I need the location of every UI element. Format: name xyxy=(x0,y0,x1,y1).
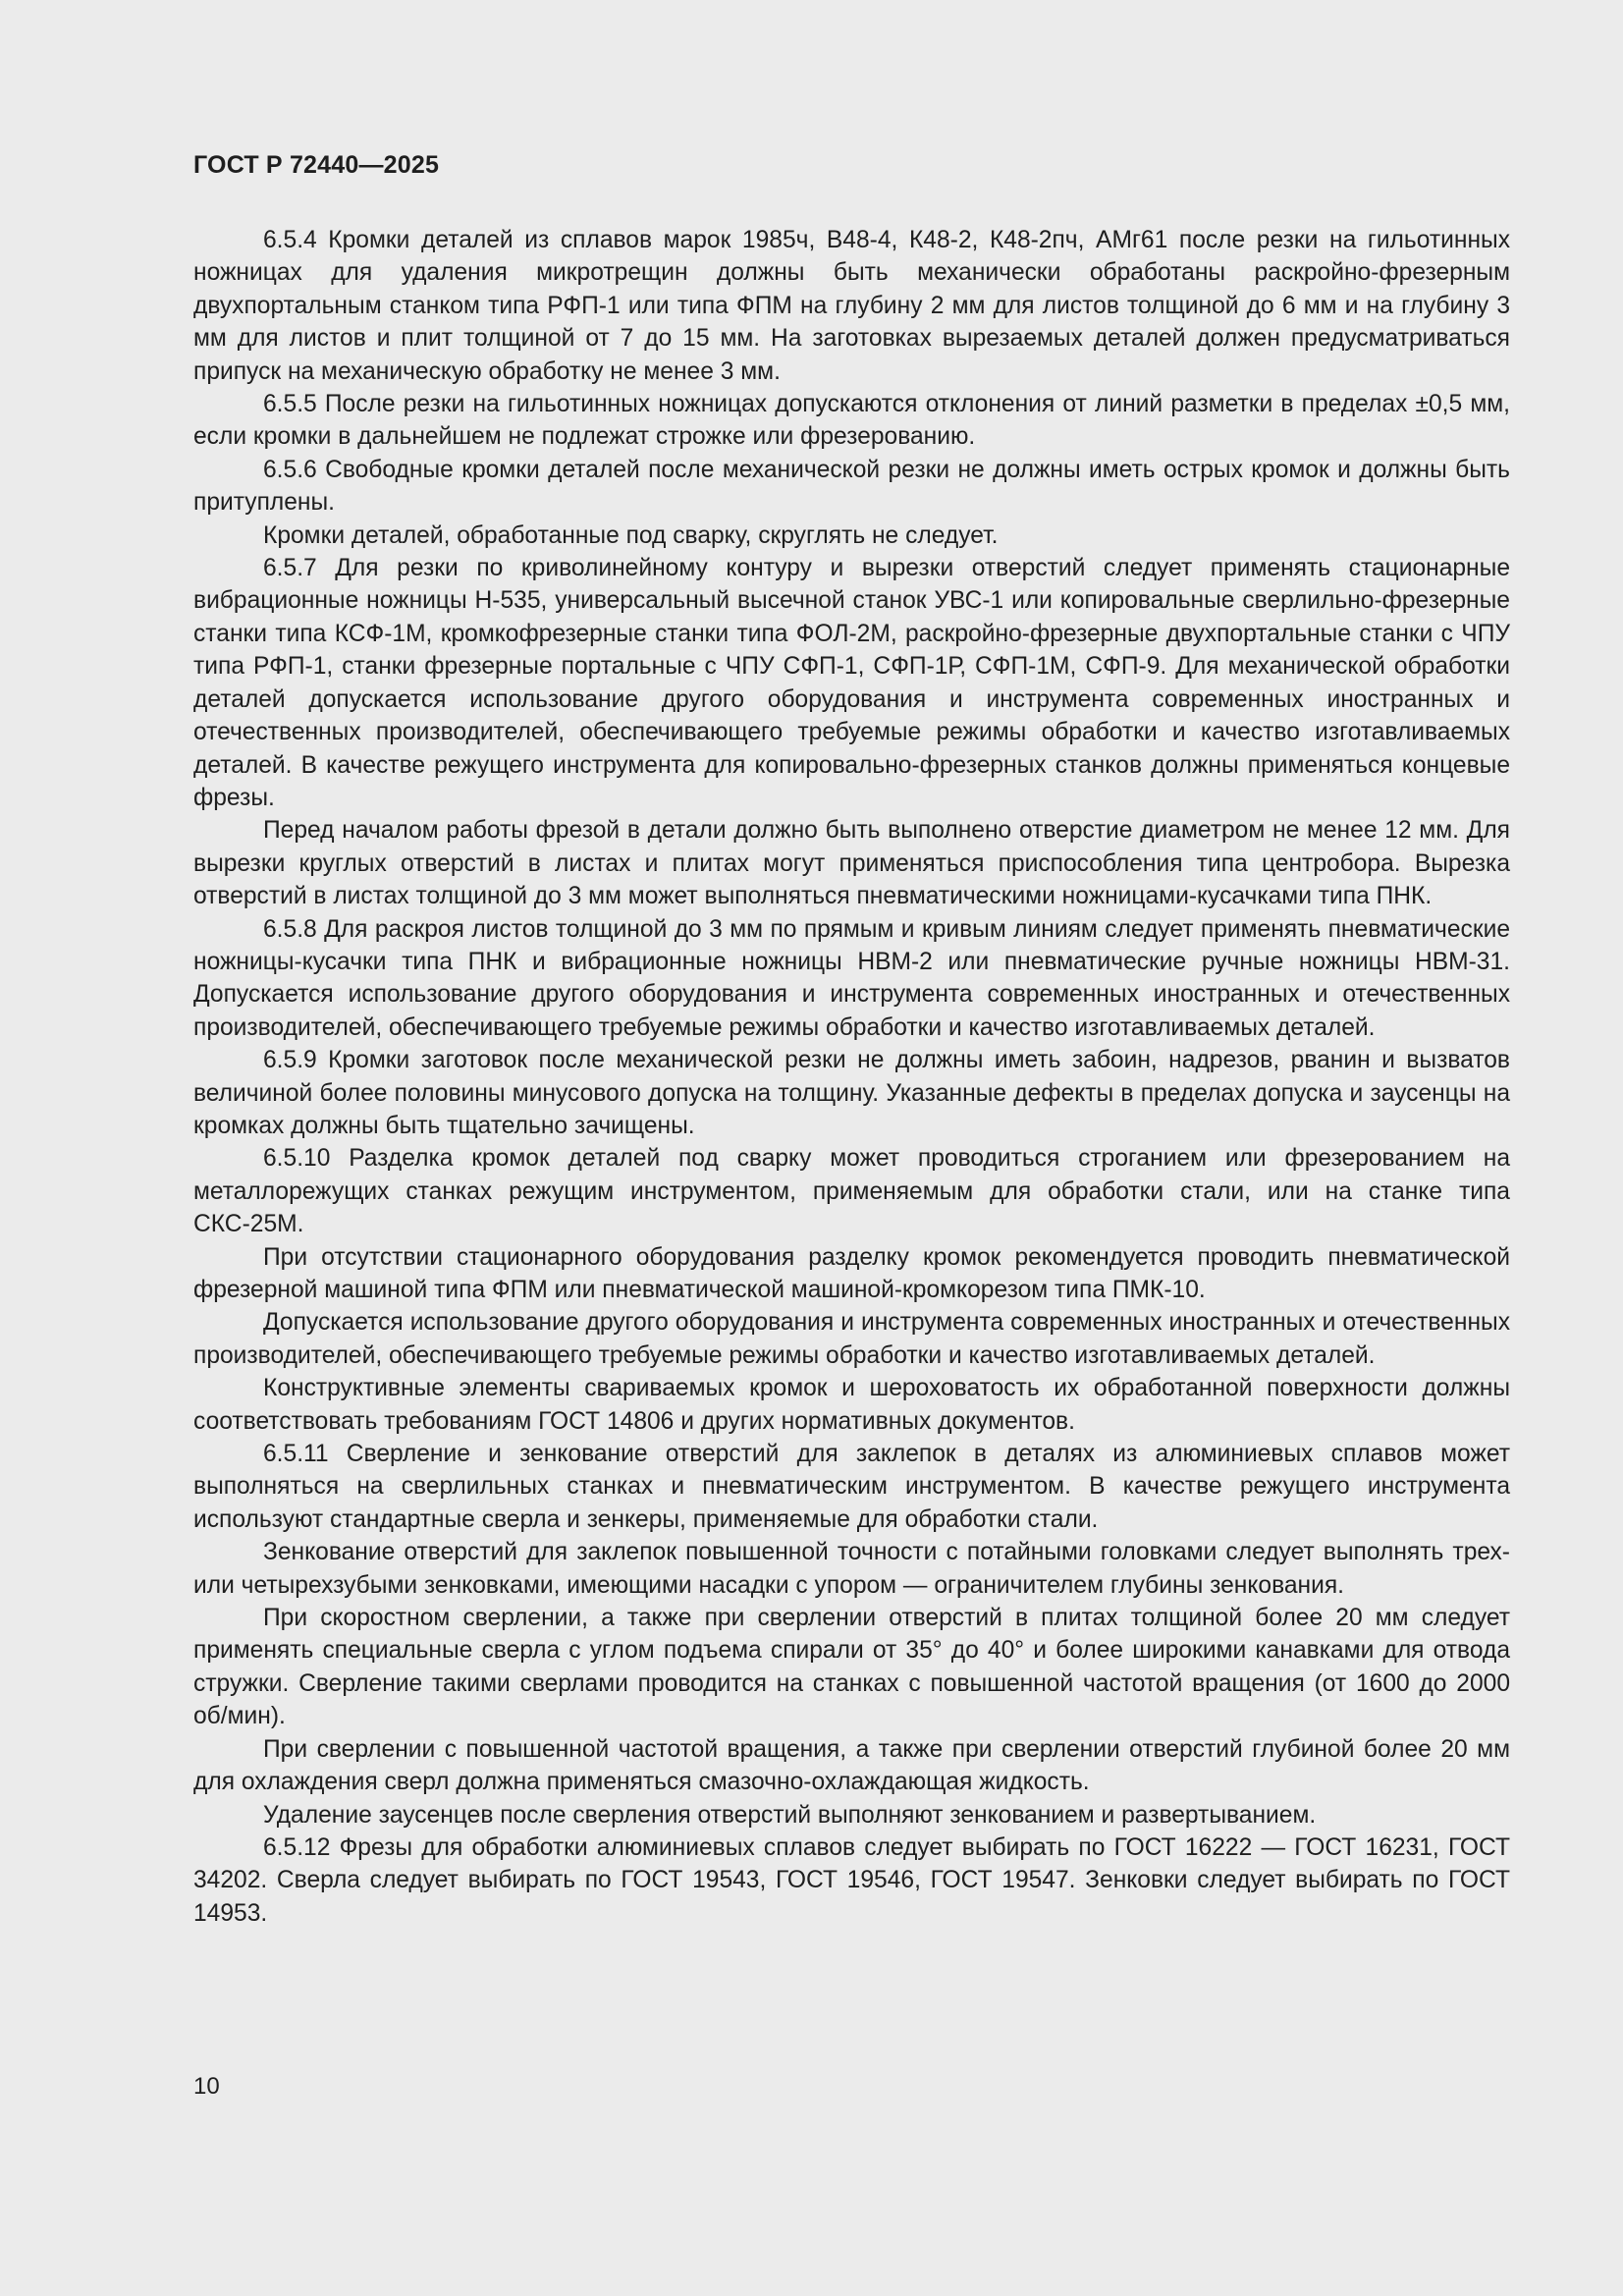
paragraph-6-5-10-pneumatic: При отсутствии стационарного оборудования разделку кромок рекомендуется проводить пневматической фрезерной машиной типа ФПМ или пневматической машиной-кромкорезом типа ПМК-10. xyxy=(193,1243,1510,1303)
paragraph-6-5-5: 6.5.5 После резки на гильотинных ножницах допускаются отклонения от линий разметки в пределах ±0,5 мм, если кромки в дальнейшем не подлежат строжке или фрезерованию. xyxy=(193,391,1510,451)
document-body xyxy=(193,224,1510,1930)
paragraph-6-5-10-elements: Конструктивные элементы свариваемых кромок и шероховатость их обработанной поверхности должны соответствовать требованиям ГОСТ 14806 и других нормативных документов. xyxy=(193,1375,1510,1435)
paragraph-6-5-9: 6.5.9 Кромки заготовок после механической резки не должны иметь забоин, надрезов, рванин и вызватов величиной более половины минусового допуска на толщину. Указанные дефекты в пределах допуска и заусенцы на кромках должны быть тщательно зачищены. xyxy=(193,1047,1510,1139)
paragraph-6-5-7: 6.5.7 Для резки по криволинейному контуру и вырезки отверстий следует применять стационарные вибрационные ножницы Н-535, универсальный высечной станок УВС-1 или копировальные сверлильно-фрезерные станки типа КСФ-1М, кромкофрезерные станки типа ФОЛ-2М, раскройно-фрезерные двухпортальные станки с ЧПУ типа РФП-1, станки фрезерные портальные с ЧПУ СФП-1, СФП-1Р, СФП-1М, СФП-9. Для механической обработки деталей допускается использование другого оборудования и инструмента современных иностранных и отечественных производителей, обеспечивающего требуемые режимы обработки и качество изготавливаемых деталей. В качестве режущего инструмента для копировально-фрезерных станков должны применяться концевые фрезы. xyxy=(193,555,1510,811)
paragraph-6-5-11-cooling: При сверлении с повышенной частотой вращения, а также при сверлении отверстий глубиной более 20 мм для охлаждения сверл должна применяться смазочно-охлаждающая жидкость. xyxy=(193,1735,1510,1796)
paragraph-6-5-7-milling: Перед началом работы фрезой в детали должно быть выполнено отверстие диаметром не менее 12 мм. Для вырезки круглых отверстий в листах и плитах могут применяться приспособления типа центробора. Вырезка отверстий в листах толщиной до 3 мм может выполняться пневматическими ножницами-кусачками типа ПНК. xyxy=(193,817,1510,910)
paragraph-6-5-11-countersinking: Зенкование отверстий для заклепок повышенной точности с потайными головками следует выполнять трех- или четырехзубыми зенковками, имеющими насадки с упором — ограничителем глубины зенкования. xyxy=(193,1539,1510,1599)
paragraph-6-5-11-high-speed: При скоростном сверлении, а также при сверлении отверстий в плитах толщиной более 20 мм следует применять специальные сверла с углом подъема спирали от 35° до 40° и более широкими канавками для отвода стружки. Сверление такими сверлами проводится на станках с повышенной частотой вращения (от 1600 до 2000 об/мин). xyxy=(193,1605,1510,1730)
paragraph-6-5-4: 6.5.4 Кромки деталей из сплавов марок 1985ч, В48-4, К48-2, К48-2пч, АМг61 после резки на гильотинных ножницах для удаления микротрещин должны быть механически обработаны раскройно-фрезерным двухпортальным станком типа РФП-1 или типа ФПМ на глубину 2 мм для листов толщиной до 6 мм и на глубину 3 мм для листов и плит толщиной от 7 до 15 мм. На заготовках вырезаемых деталей должен предусматриваться припуск на механическую обработку не менее 3 мм. xyxy=(193,227,1510,385)
paragraph-6-5-10: 6.5.10 Разделка кромок деталей под сварку может проводиться строганием или фрезерованием на металлорежущих станках режущим инструментом, применяемым для обработки стали, или на станке типа СКС-25М. xyxy=(193,1145,1510,1238)
paragraph-6-5-12: 6.5.12 Фрезы для обработки алюминиевых сплавов следует выбирать по ГОСТ 16222 — ГОСТ 16231, ГОСТ 34202. Сверла следует выбирать по ГОСТ 19543, ГОСТ 19546, ГОСТ 19547. Зенковки следует выбирать по ГОСТ 14953. xyxy=(193,1833,1510,1927)
paragraph-6-5-6-note: Кромки деталей, обработанные под сварку, скруглять не следует. xyxy=(263,521,999,549)
page-number: 10 xyxy=(193,2073,220,2100)
document-header: ГОСТ Р 72440—2025 xyxy=(193,151,440,179)
paragraph-6-5-10-equipment: Допускается использование другого оборудования и инструмента современных иностранных и отечественных производителей, обеспечивающего требуемые режимы обработки и качество изготавливаемых деталей. xyxy=(193,1309,1510,1369)
paragraph-6-5-6: 6.5.6 Свободные кромки деталей после механической резки не должны иметь острых кромок и должны быть притуплены. xyxy=(193,456,1510,517)
paragraph-6-5-11: 6.5.11 Сверление и зенкование отверстий для заклепок в деталях из алюминиевых сплавов может выполняться на сверлильных станках и пневматическим инструментом. В качестве режущего инструмента используют стандартные сверла и зенкеры, применяемые для обработки стали. xyxy=(193,1441,1510,1533)
paragraph-6-5-8: 6.5.8 Для раскроя листов толщиной до 3 мм по прямым и кривым линиям следует применять пневматические ножницы-кусачки типа ПНК и вибрационные ножницы НВМ-2 или пневматические ручные ножницы НВМ-31. Допускается использование другого оборудования и инструмента современных иностранных и отечественных производителей, обеспечивающего требуемые режимы обработки и качество изготавливаемых деталей. xyxy=(193,915,1510,1041)
paragraph-6-5-11-deburring: Удаление заусенцев после сверления отверстий выполняют зенкованием и развертыванием. xyxy=(263,1801,1317,1829)
